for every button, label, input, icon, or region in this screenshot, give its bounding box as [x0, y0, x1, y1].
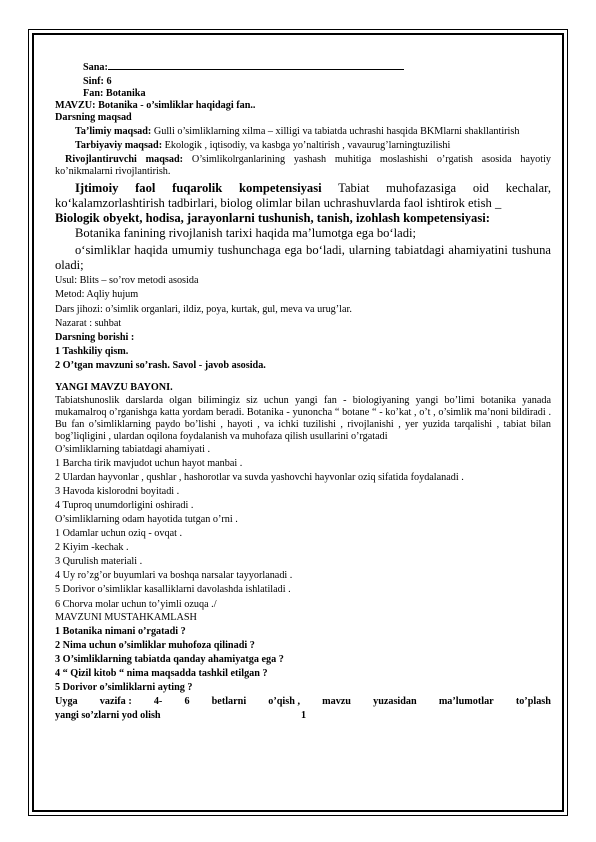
step-review: 2 O’tgan mavzuni so’rash. Savol - javob asosida. [55, 359, 266, 371]
upbringing-goal-label: Tarbiyaviy maqsad: [75, 140, 163, 152]
new-topic-text: Tabiatshunoslik darslarda olgan bilimingiz siz uchun yangi fan - biologiyaning yangi bo’limi botanika yanada mukamalroq o’rganishga katta yordam beradi. Botanika - yunoncha “ botane “ - ko’kat , o’t , o’simlik ma’noni bildiradi . Bu fan o’simliklarning paydo bo’lishi , hayoti , va ichki tuzilishi , rivojlanishi , yer yuzida tarqalishi , tabiat bilan bog’liqligini , ulardan oqilona foydalanish va muhofaza qilish usullarini o’rgatadi [55, 394, 551, 442]
importance-heading: O’simliklarning tabiatdagi ahamiyati . [55, 443, 211, 455]
homework-line [55, 696, 551, 708]
developmental-goal-text: O’simlikolrganlarining yashash muhitiga moslashishi o’rgatish asosida hayotiy ko’nikmalarni rivojlantirish. [55, 154, 551, 178]
list-item: 3 Havoda kislorodni boyitadi . [55, 486, 180, 498]
list-item: 3 Qurulish materiali . [55, 556, 143, 568]
homework-word: 6 [184, 695, 190, 707]
homework-text: yangi so’zlarni yod olish [55, 709, 161, 721]
control-line: Nazarat : suhbat [55, 317, 122, 329]
page-number: 1 [301, 709, 307, 721]
homework-word: o’qish , [268, 695, 300, 707]
importance-list [55, 458, 551, 512]
reinforcement-heading: MAVZUNI MUSTAHKAMLASH [55, 611, 197, 623]
list-item: 5 Dorivor o’simliklar kasalliklarni davolashda ishlatiladi . [55, 584, 291, 596]
educational-goal-label: Ta’limiy maqsad: [75, 126, 152, 138]
list-item: 4 Tuproq unumdorligini oshiradi . [55, 500, 194, 512]
method-usul: Usul: Blits – so’rov metodi asosida [55, 275, 199, 287]
lesson-goal-heading: Darsning maqsad [55, 112, 132, 124]
question-item: 1 Botanika nimani o’rgatadi ? [55, 625, 186, 637]
questions-list [55, 626, 551, 694]
homework-word: to’plash [515, 695, 551, 707]
lesson-progress-heading: Darsning borishi : [55, 331, 135, 343]
equipment-line: Dars jihozi: o’simlik organlari, ildiz, poya, kurtak, gul, meva va urug’lar. [55, 303, 352, 315]
list-item: 4 Uy ro’zg’or buyumlari va boshqa narsalar tayyorlanadi . [55, 570, 293, 582]
homework-word: vazifa : [99, 695, 132, 707]
human-role-list [55, 528, 551, 610]
educational-goal-text: Gulli o’simliklarning xilma – xilligi va tabiatda uchrashi hasqida BKMlarni shakllantirish [151, 126, 520, 138]
outcome-plants: o‘simliklar haqida umumiy tushunchaga ega bo‘ladi, ularning tabiatdagi ahamiyatini tushuna oladi; [55, 243, 551, 273]
competence-heading-2: Biologik obyekt, hodisa, jarayonlarni tushunish, tanish, izohlash kompetensiyasi: [55, 211, 490, 226]
developmental-goal-label: Rivojlantiruvchi maqsad: [65, 154, 184, 166]
question-item: 4 “ Qizil kitob “ nima maqsadda tashkil etilgan ? [55, 667, 268, 679]
question-item: 5 Dorivor o’simliklarni ayting ? [55, 681, 193, 693]
homework-word: Uyga [55, 695, 78, 707]
homework-line-2 [55, 710, 551, 722]
step-organizational: 1 Tashkiliy qism. [55, 345, 129, 357]
class-line: Sinf: 6 [83, 76, 112, 88]
topic-line: MAVZU: Botanika - o’simliklar haqidagi fan.. [55, 100, 256, 112]
competence-paragraph [55, 181, 551, 211]
homework-word: 4- [153, 695, 163, 707]
date-label: Sana: [83, 62, 108, 73]
date-line [55, 60, 551, 74]
document-body [55, 60, 551, 722]
question-item: 3 O’simliklarning tabiatda qanday ahamiyatga ega ? [55, 653, 284, 665]
human-role-heading: O’simliklarning odam hayotida tutgan o’rni . [55, 514, 238, 526]
list-item: 1 Odamlar uchun oziq - ovqat . [55, 528, 183, 540]
educational-goal [55, 126, 551, 138]
developmental-goal [55, 154, 551, 178]
list-item: 2 Kiyim -kechak . [55, 542, 129, 554]
subject-line: Fan: Botanika [83, 88, 146, 100]
new-topic-heading: YANGI MAVZU BAYONI. [55, 381, 173, 393]
homework-word: yuzasidan [373, 695, 417, 707]
homework-word: betlarni [211, 695, 247, 707]
outcome-history: Botanika fanining rivojlanish tarixi haqida ma’lumotga ega bo‘ladi; [75, 226, 416, 241]
competence-label: Ijtimoiy faol fuqarolik kompetensiyasi [75, 181, 322, 196]
list-item: 1 Barcha tirik mavjudot uchun hayot manbai . [55, 458, 243, 470]
list-item: 2 Ulardan hayvonlar , qushlar , hashorotlar va suvda yashovchi hayvonlar oziq sifatida foydalanadi . [55, 472, 464, 484]
upbringing-goal-text: Ekologik , iqtisodiy, va kasbga yo’naltirish , vavaurug’larningtuzilishi [162, 140, 451, 152]
date-blank [108, 60, 404, 70]
question-item: 2 Nima uchun o’simliklar muhofoza qilinadi ? [55, 639, 255, 651]
list-item: 6 Chorva molar uchun to’yimli ozuqa ./ [55, 598, 217, 610]
competence-text: Tabiat muhofazasiga oid kechalar, ko‘kalamzorlashtirish tadbirlari, biolog olimlar bilan uchrashuvlarda faol ishtirok etish _ [55, 181, 551, 211]
method-metod: Metod: Aqliy hujum [55, 289, 139, 301]
homework-word: ma’lumotlar [438, 695, 494, 707]
upbringing-goal [55, 140, 551, 152]
homework-word: mavzu [322, 695, 351, 707]
